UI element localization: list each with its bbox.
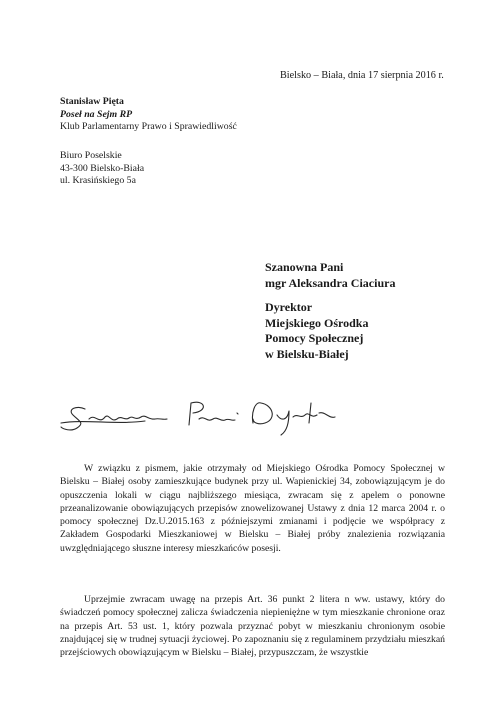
body-paragraph-1: W związku z pismem, jakie otrzymały od Miejskiego Ośrodka Pomocy Społecznej w Bielsku – Białej osoby zamieszkujące budynek przy ul. Wapienickiej 34, zobowiązującym je do opuszczenia lokali w ciągu najbliższego miesiąca, zwracam się z apelem o ponowne przeanalizowanie obowiązujących przepisów znowelizowanej Ustawy z dnia 12 marca 2004 r. o pomocy społecznej Dz.U.2015.163 z późniejszymi zmianami i podjęcie we współpracy z Zakładem Gospodarki Mieszkaniowej w Bielsku – Białej próby znalezienia rozwiązania uwzględniającego słuszne interesy mieszkańców posesji. <box>60 463 445 554</box>
handwritten-salutation <box>55 395 345 441</box>
sender-title: Poseł na Sejm RP <box>60 108 133 120</box>
recipient-block <box>265 260 395 362</box>
date-line: Bielsko – Biała, dnia 17 sierpnia 2016 r. <box>280 70 444 81</box>
recipient-org-line2: Pomocy Społecznej <box>265 331 364 345</box>
sender-name: Stanisław Pięta <box>60 96 124 107</box>
office-city: 43-300 Bielsko-Biała <box>60 162 145 174</box>
recipient-org-line3: w Bielsku-Białej <box>265 346 349 361</box>
office-name: Biuro Poselskie <box>60 150 122 161</box>
recipient-role: Dyrektor <box>265 300 313 314</box>
recipient-name: mgr Aleksandra Ciaciura <box>265 275 396 290</box>
office-street: ul. Krasińskiego 5a <box>60 175 136 186</box>
recipient-org-line1: Miejskiego Ośrodka <box>265 315 369 330</box>
office-address <box>60 150 144 188</box>
sender-block <box>60 96 237 134</box>
recipient-greeting: Szanowna Pani <box>265 260 344 274</box>
body-paragraph-2: Uprzejmie zwracam uwagę na przepis Art. 36 punkt 2 litera n ww. ustawy, który do świadczeń pomocy społecznej zalicza świadczenia niepieniężne w tym mieszkanie chronione oraz na przepis Art. 53 ust. 1, który pozwala przyznać pobyt w mieszkaniu chronionym osobie znajdującej się w trudnej sytuacji życiowej. Po zapoznaniu się z regulaminem przydziału mieszkań przejściowych obowiązującym w Bielsku – Białej, przypuszczam, że wszystkie <box>60 594 445 659</box>
sender-club: Klub Parlamentarny Prawo i Sprawiedliwość <box>60 121 237 132</box>
